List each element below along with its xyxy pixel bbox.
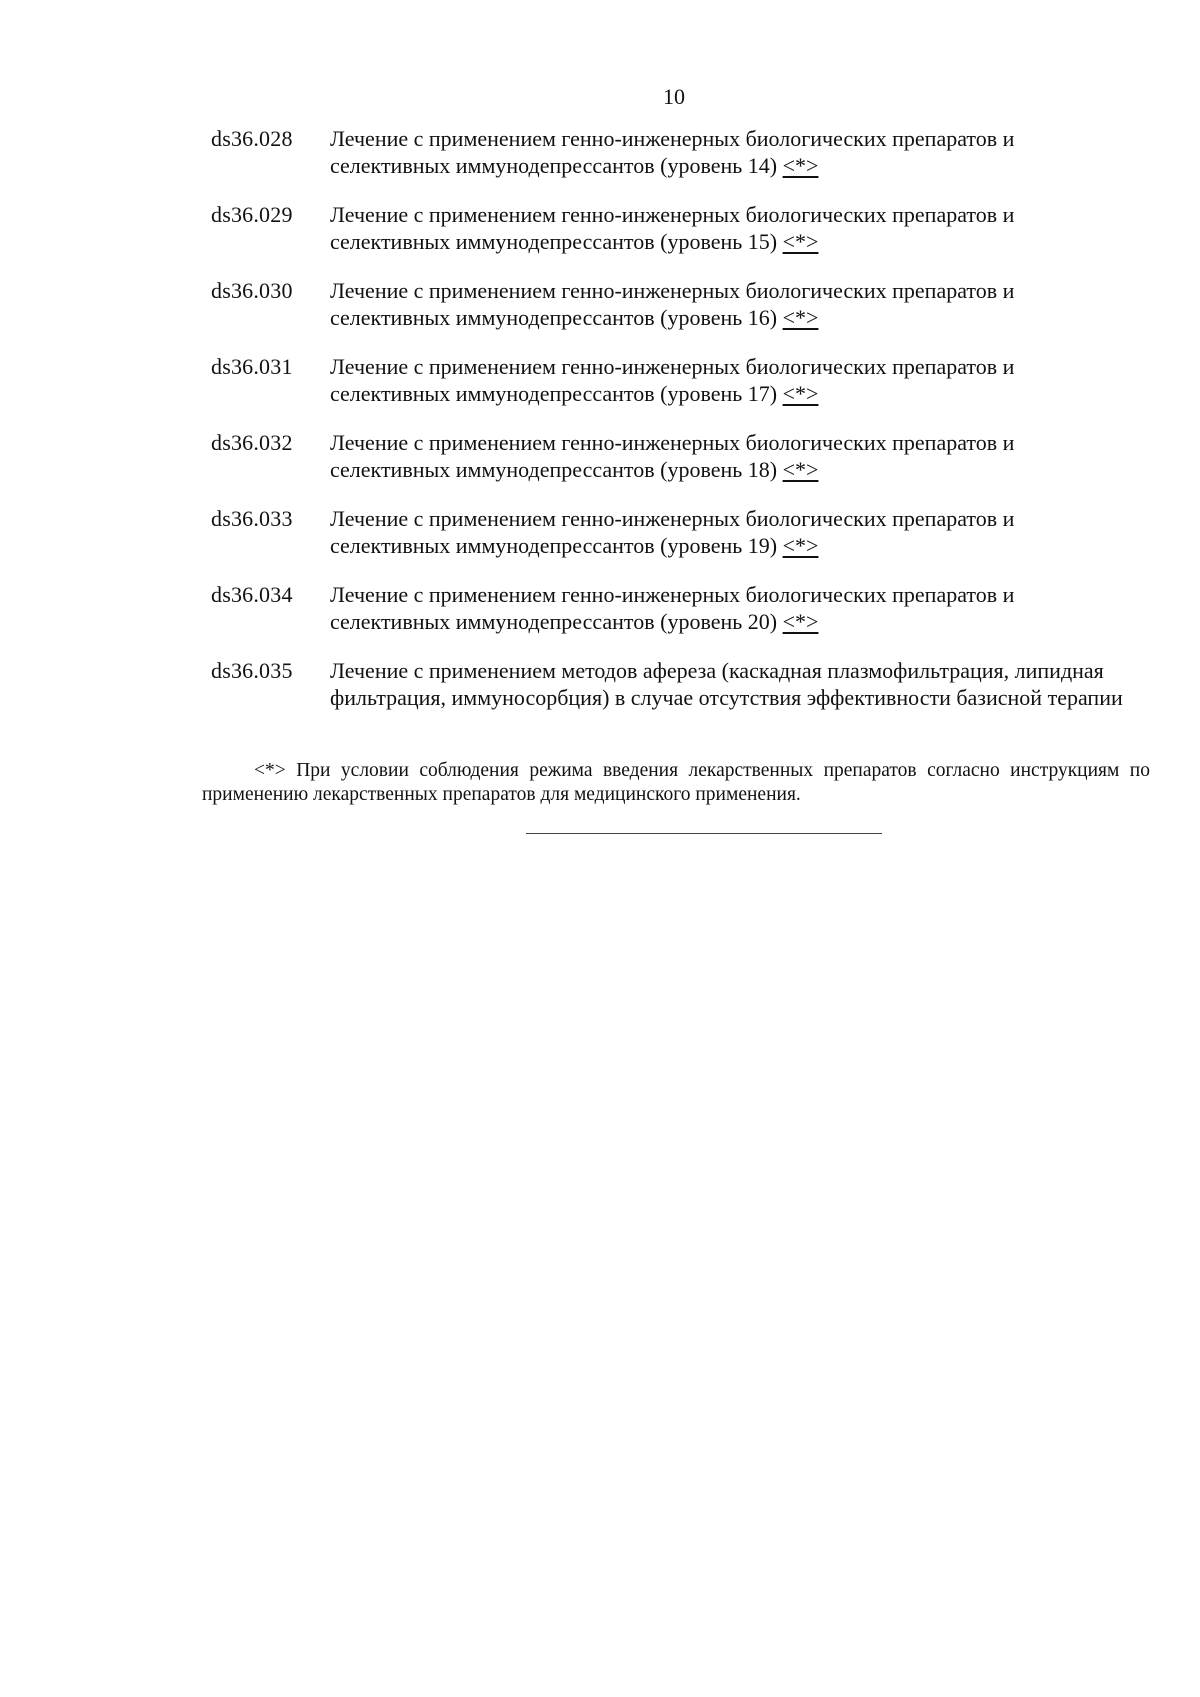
- page-number: 10: [663, 84, 685, 109]
- entry-code: ds36.033: [211, 506, 293, 531]
- entry-row: [211, 657, 1131, 711]
- entry-description: [330, 581, 1130, 635]
- entry-description: [330, 277, 1130, 331]
- entry-code: ds36.034: [211, 582, 293, 607]
- footnote-link[interactable]: <*>: [782, 609, 819, 634]
- end-rule: [526, 833, 882, 834]
- entry-row: [211, 201, 1131, 255]
- entry-code: ds36.030: [211, 278, 293, 303]
- entry-description: [330, 657, 1130, 711]
- entry-text: Лечение с применением генно-инженерных биологических препаратов и селективных иммунодепрессантов (уровень 19): [330, 506, 1015, 558]
- footnote-text: <*> При условии соблюдения режима введения лекарственных препаратов согласно инструкциям по применению лекарственных препаратов для медицинского применения.: [202, 760, 1150, 805]
- entry-row: [211, 277, 1131, 331]
- entry-row: [211, 125, 1131, 179]
- entry-code: ds36.031: [211, 354, 293, 379]
- entry-description: [330, 429, 1130, 483]
- entry-description: [330, 125, 1130, 179]
- entry-text: Лечение с применением генно-инженерных биологических препаратов и селективных иммунодепрессантов (уровень 17): [330, 354, 1015, 406]
- entry-text: Лечение с применением генно-инженерных биологических препаратов и селективных иммунодепрессантов (уровень 18): [330, 430, 1015, 482]
- entry-list: [211, 125, 1131, 711]
- entry-description: [330, 201, 1130, 255]
- footnote-link[interactable]: <*>: [782, 533, 819, 558]
- entry-text: Лечение с применением генно-инженерных биологических препаратов и селективных иммунодепрессантов (уровень 15): [330, 202, 1015, 254]
- entry-text: Лечение с применением генно-инженерных биологических препаратов и селективных иммунодепрессантов (уровень 14): [330, 126, 1015, 178]
- footnote-link[interactable]: <*>: [782, 229, 819, 254]
- entry-description: [330, 505, 1130, 559]
- entry-text: Лечение с применением генно-инженерных биологических препаратов и селективных иммунодепрессантов (уровень 16): [330, 278, 1015, 330]
- entry-code: ds36.029: [211, 202, 293, 227]
- entry-code: ds36.028: [211, 126, 293, 151]
- footnote-link[interactable]: <*>: [782, 305, 819, 330]
- entry-description: [330, 353, 1130, 407]
- entry-row: [211, 429, 1131, 483]
- entry-code: ds36.035: [211, 658, 293, 683]
- entry-row: [211, 505, 1131, 559]
- entry-code: ds36.032: [211, 430, 293, 455]
- footnote-link[interactable]: <*>: [782, 457, 819, 482]
- footnote-link[interactable]: <*>: [782, 153, 819, 178]
- entry-row: [211, 353, 1131, 407]
- entry-text: Лечение с применением методов афереза (каскадная плазмофильтрация, липидная фильтрация, иммуносорбция) в случае отсутствия эффективности базисной терапии: [330, 658, 1123, 710]
- entry-row: [211, 581, 1131, 635]
- footnote-link[interactable]: <*>: [782, 381, 819, 406]
- entry-text: Лечение с применением генно-инженерных биологических препаратов и селективных иммунодепрессантов (уровень 20): [330, 582, 1015, 634]
